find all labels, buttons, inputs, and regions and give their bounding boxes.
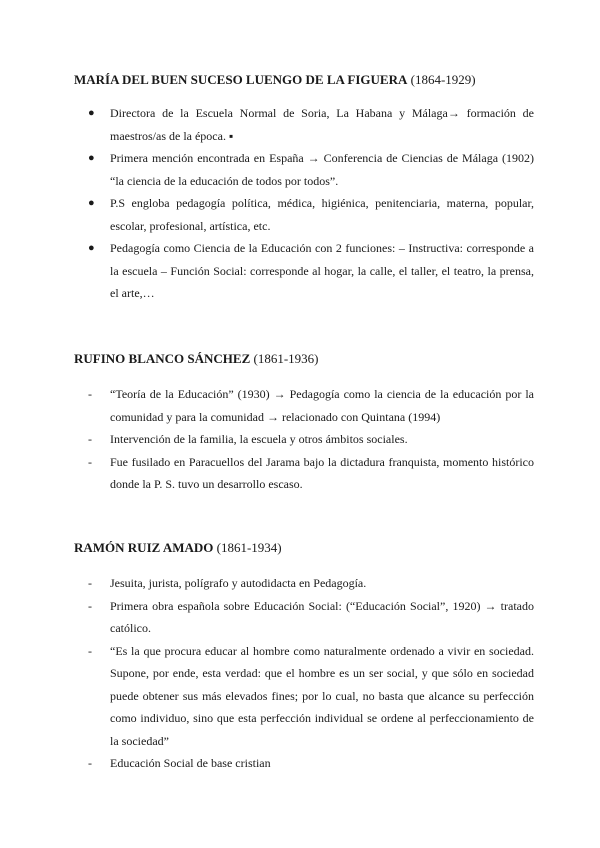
author-name: MARÍA DEL BUEN SUCESO LUENGO DE LA FIGUERA	[74, 72, 408, 87]
section-luengo	[74, 70, 534, 305]
bullet-marker: ●	[88, 242, 95, 254]
author-years: (1864-1929)	[410, 72, 476, 87]
section-heading	[74, 70, 534, 90]
list-item	[74, 102, 534, 147]
bullet-marker: ●	[88, 107, 95, 119]
list-item	[74, 383, 534, 428]
list-item-text: Educación Social de base cristian	[110, 756, 271, 770]
dash-marker: -	[88, 432, 92, 446]
author-years: (1861-1936)	[253, 351, 319, 366]
list-item	[74, 237, 534, 305]
list-item-text: Pedagogía como Ciencia de la Educación con 2 funciones: – Instructiva: corresponde a la escuela – Función Social: corresponde al hogar, la calle, el taller, el teatro, la prensa, el arte,…	[110, 241, 534, 300]
section-heading	[74, 538, 534, 558]
list-item	[74, 640, 534, 753]
list-item	[74, 147, 534, 192]
list-item	[74, 572, 534, 595]
author-name: RAMÓN RUIZ AMADO	[74, 540, 214, 555]
section-heading	[74, 349, 534, 369]
dash-list	[74, 383, 534, 496]
list-item	[74, 595, 534, 640]
author-years: (1861-1934)	[216, 540, 282, 555]
list-item	[74, 752, 534, 775]
bullet-marker: ●	[88, 197, 95, 209]
section-ruiz-amado	[74, 538, 534, 775]
list-item	[74, 192, 534, 237]
dash-marker: -	[88, 643, 92, 658]
section-blanco	[74, 349, 534, 496]
list-item-text: Primera obra española sobre Educación Social: (“Educación Social”, 1920) → tratado católico.	[110, 598, 534, 635]
bullet-marker: ●	[88, 152, 95, 164]
list-item-text: “Teoría de la Educación” (1930) → Pedagogía como la ciencia de la educación por la comunidad y para la comunidad → relacionado con Quintana (1994)	[110, 387, 534, 424]
list-item	[74, 451, 534, 496]
author-name: RUFINO BLANCO SÁNCHEZ	[74, 351, 251, 366]
dash-list	[74, 572, 534, 775]
dash-marker: -	[88, 454, 92, 469]
list-item-text: P.S engloba pedagogía política, médica, higiénica, penitenciaria, materna, popular, escolar, profesional, artística, etc.	[110, 196, 534, 233]
dash-marker: -	[88, 598, 92, 613]
list-item-text: “Es la que procura educar al hombre como naturalmente ordenado a vivir en sociedad. Supone, por ende, esta verdad: que el hombre es un ser social, y que sólo en sociedad puede obtener sus más elevados fines; por lo cual, no basta que alcance su perfección como individuo, sino que esta perfección individual se ordene al perfeccionamiento de la sociedad”	[110, 643, 534, 748]
dash-marker: -	[88, 387, 92, 401]
bullet-list	[74, 102, 534, 305]
list-item-text: Fue fusilado en Paracuellos del Jarama bajo la dictadura franquista, momento histórico donde la P. S. tuvo un desarrollo escaso.	[110, 454, 534, 491]
dash-marker: -	[88, 756, 92, 770]
list-item	[74, 428, 534, 451]
dash-marker: -	[88, 576, 92, 590]
list-item-text: Directora de la Escuela Normal de Soria, La Habana y Málaga→ formación de maestros/as de la época. ▪	[110, 106, 534, 143]
list-item-text: Primera mención encontrada en España → Conferencia de Ciencias de Málaga (1902) “la ciencia de la educación de todos por todos”.	[110, 151, 534, 188]
list-item-text: Jesuita, jurista, polígrafo y autodidacta en Pedagogía.	[110, 576, 367, 590]
list-item-text: Intervención de la familia, la escuela y otros ámbitos sociales.	[110, 432, 408, 446]
